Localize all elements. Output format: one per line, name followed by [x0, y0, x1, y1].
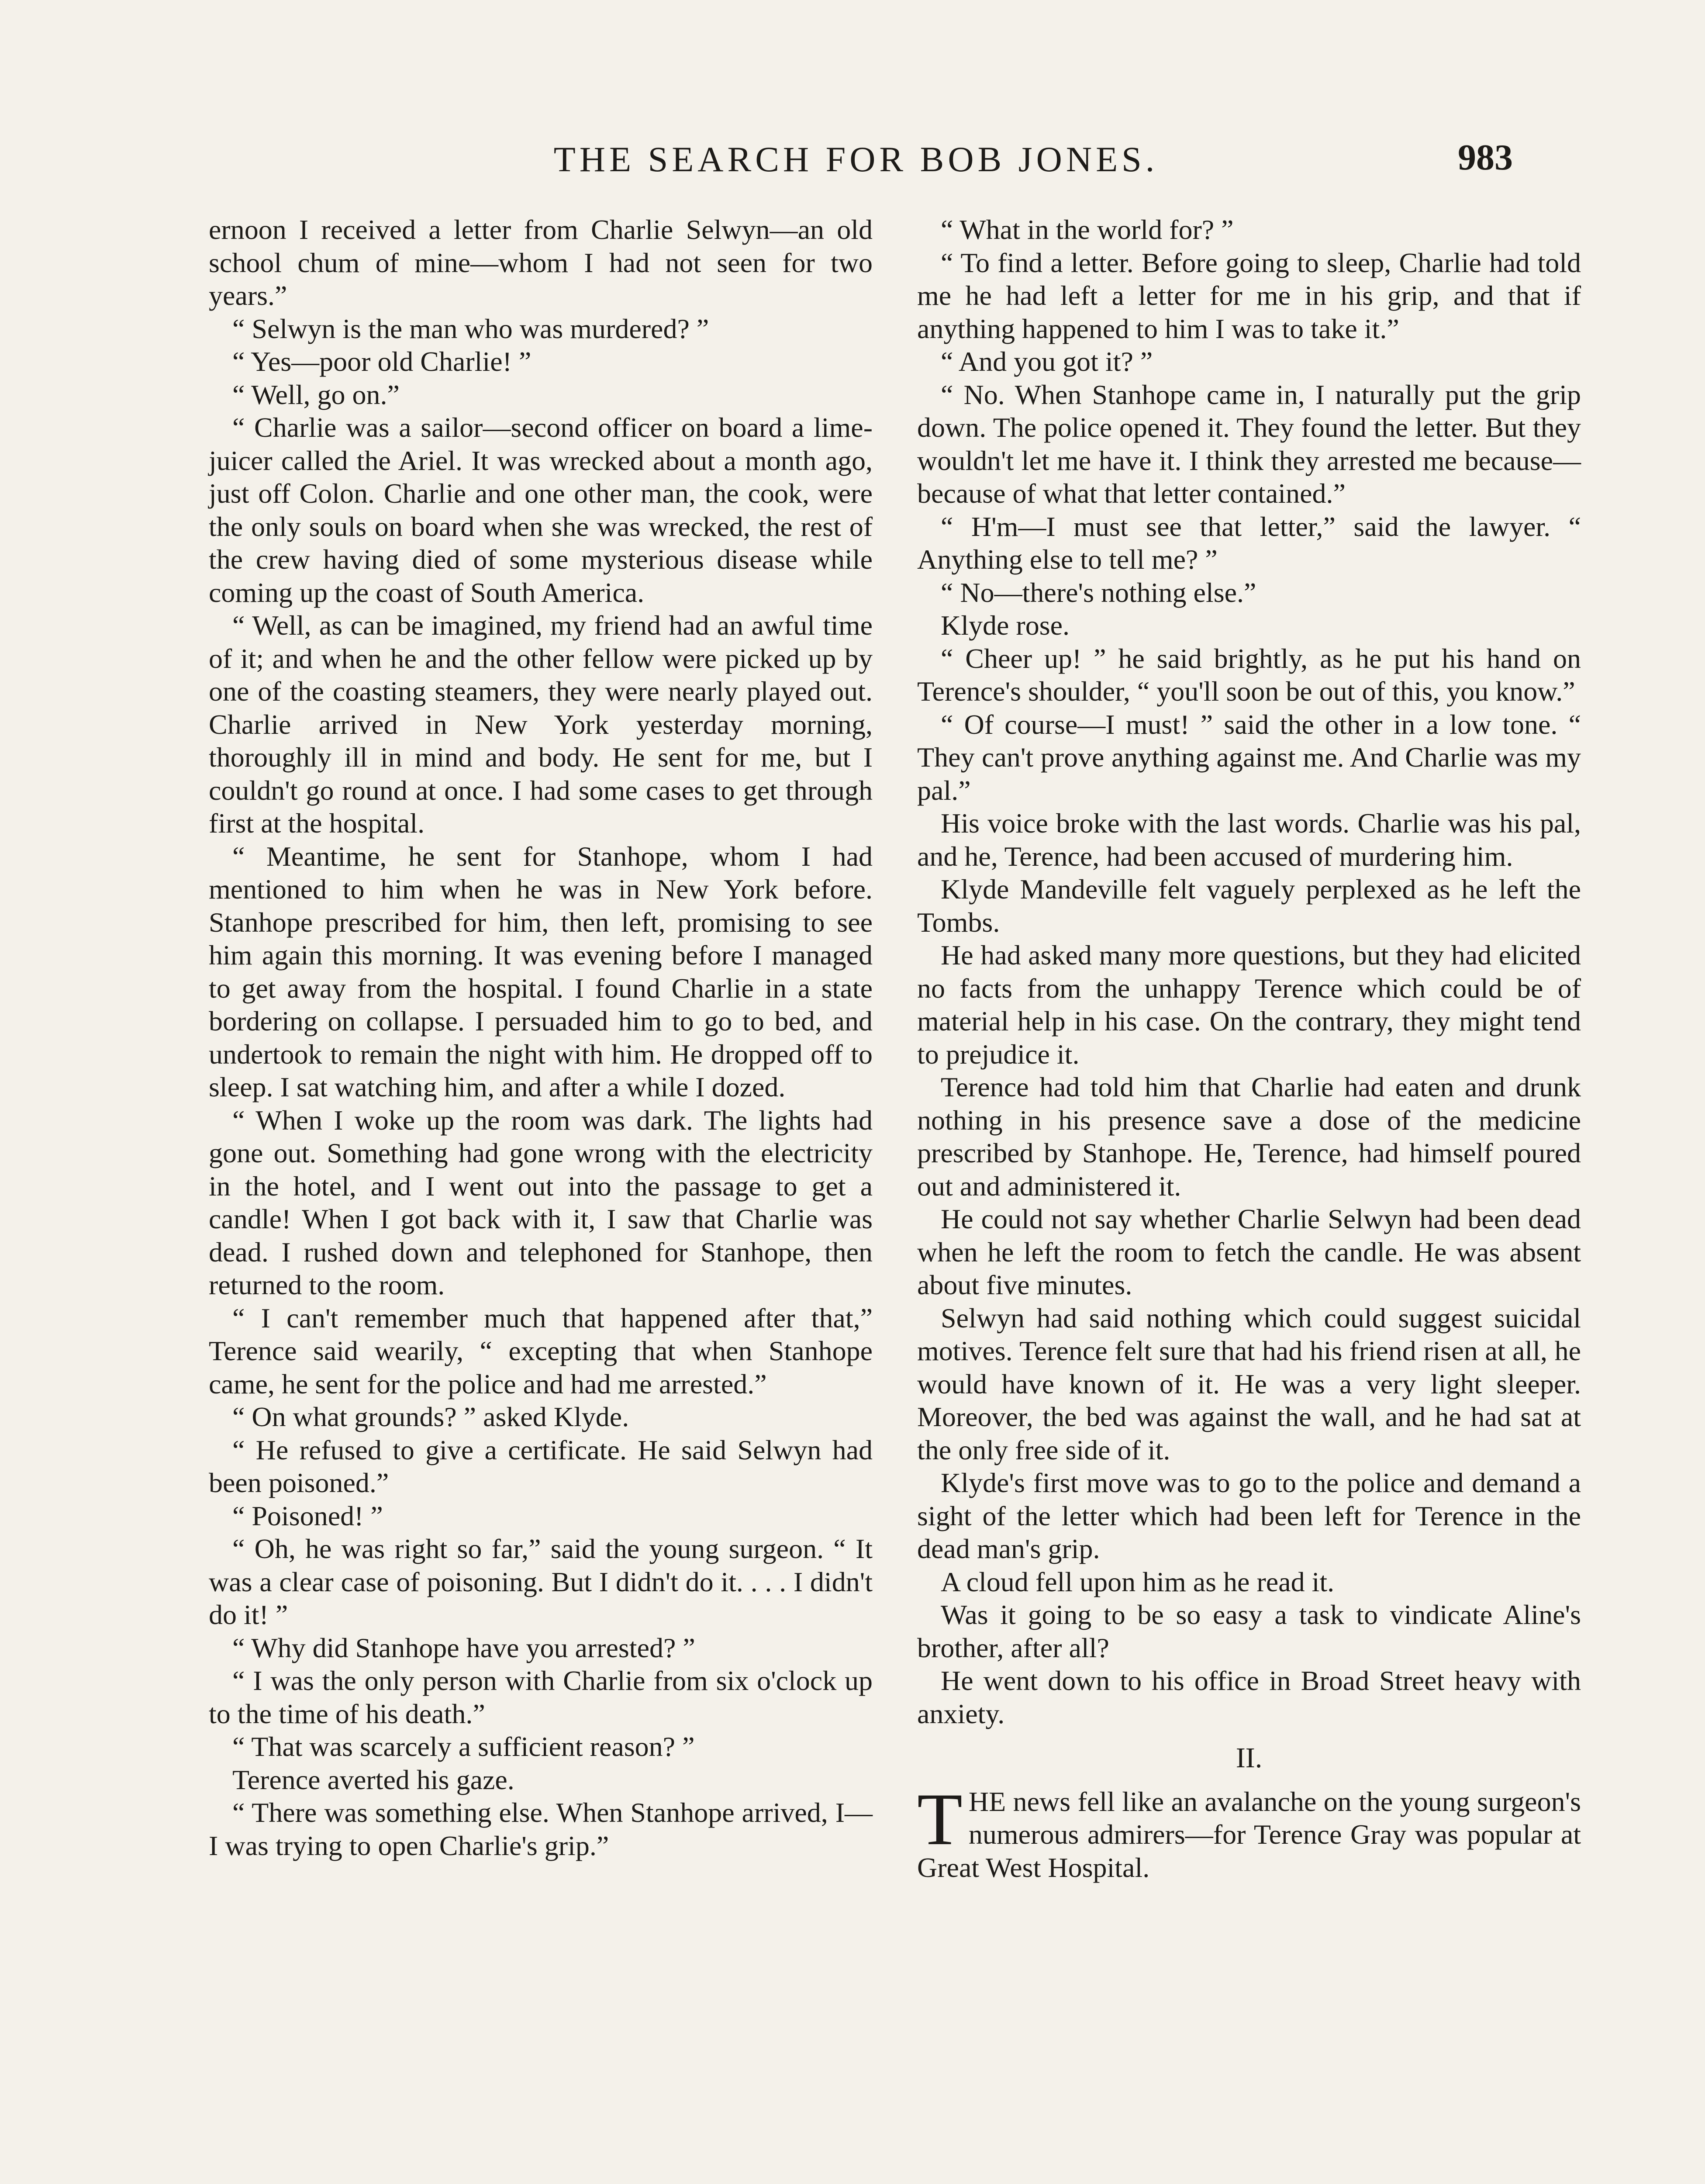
- page-number: 983: [1458, 137, 1513, 178]
- paragraph: “ Of course—I must! ” said the other in a low tone. “ They can't prove anything against me. And Charlie was my pal.”: [917, 708, 1581, 806]
- paragraph: ernoon I received a letter from Charlie Selwyn—an old school chum of mine—whom I had not seen for two years.”: [209, 214, 873, 311]
- section-opening-text: HE news fell like an avalanche on the young surgeon's numerous admirers—for Terence Gray was popular at Great West Hospital.: [917, 1786, 1581, 1883]
- paragraph: He went down to his office in Broad Street heavy with anxiety.: [917, 1665, 1581, 1729]
- paragraph: “ Cheer up! ” he said brightly, as he put his hand on Terence's shoulder, “ you'll soon be out of this, you know.”: [917, 643, 1581, 707]
- paragraph: “ And you got it? ”: [941, 346, 1153, 377]
- paragraph: Was it going to be so easy a task to vindicate Aline's brother, after all?: [917, 1599, 1581, 1663]
- paragraph: “ On what grounds? ” asked Klyde.: [232, 1401, 629, 1432]
- paragraph: “ What in the world for? ”: [941, 214, 1234, 245]
- paragraph: “ H'm—I must see that letter,” said the lawyer. “ Anything else to tell me? ”: [917, 511, 1581, 575]
- paragraph: “ No. When Stanhope came in, I naturally put the grip down. The police opened it. They found the letter. But they wouldn't let me have it. I think they arrested me because—because of what that letter contained.”: [917, 379, 1581, 509]
- paragraph: “ To find a letter. Before going to sleep, Charlie had told me he had left a letter for me in his grip, and that if anything happened to him I was to take it.”: [917, 247, 1581, 344]
- section-opening-paragraph: [917, 1778, 1581, 1884]
- paragraph: Terence averted his gaze.: [232, 1764, 514, 1795]
- paragraph: He could not say whether Charlie Selwyn had been dead when he left the room to fetch the candle. He was absent about five minutes.: [917, 1203, 1581, 1300]
- paragraph: “ Selwyn is the man who was murdered? ”: [232, 313, 709, 344]
- paragraph: “ Meantime, he sent for Stanhope, whom I had mentioned to him when he was in New York before. Stanhope prescribed for him, then left, promising to see him again this morning. It was evening before I managed to get away from the hospital. I found Charlie in a state bordering on collapse. I persuaded him to go to bed, and undertook to remain the night with him. He dropped off to sleep. I sat watching him, and after a while I dozed.: [209, 840, 873, 1102]
- paragraph: Klyde Mandeville felt vaguely perplexed as he left the Tombs.: [917, 874, 1581, 938]
- left-column: [209, 213, 873, 1862]
- paragraph: “ Well, go on.”: [232, 379, 400, 410]
- paragraph: “ Yes—poor old Charlie! ”: [232, 346, 532, 377]
- paragraph: Klyde rose.: [941, 610, 1070, 641]
- paragraph: “ Why did Stanhope have you arrested? ”: [232, 1632, 695, 1663]
- paragraph: “ That was scarcely a sufficient reason? ”: [232, 1731, 695, 1762]
- paragraph: Klyde's first move was to go to the police and demand a sight of the letter which had been left for Terence in the dead man's grip.: [917, 1467, 1581, 1564]
- paragraph: “ No—there's nothing else.”: [941, 577, 1256, 608]
- paragraph: His voice broke with the last words. Charlie was his pal, and he, Terence, had been accused of murdering him.: [917, 808, 1581, 872]
- paragraph: “ Poisoned! ”: [232, 1500, 383, 1531]
- right-column: [917, 213, 1581, 1884]
- paragraph: “ Well, as can be imagined, my friend had an awful time of it; and when he and the other fellow were picked up by one of the coasting steamers, they were nearly played out. Charlie arrived in New York yesterday morning, thoroughly ill in mind and body. He sent for me, but I couldn't go round at once. I had some cases to get through first at the hospital.: [209, 610, 873, 839]
- paragraph: Terence had told him that Charlie had eaten and drunk nothing in his presence save a dose of the medicine prescribed by Stanhope. He, Terence, had himself poured out and administered it.: [917, 1071, 1581, 1202]
- section-heading: II.: [1236, 1742, 1263, 1774]
- paragraph: “ I was the only person with Charlie from six o'clock up to the time of his death.”: [209, 1665, 873, 1729]
- paragraph: “ I can't remember much that happened after that,” Terence said wearily, “ excepting that when Stanhope came, he sent for the police and had me arrested.”: [209, 1302, 873, 1400]
- paragraph: “ Charlie was a sailor—second officer on board a lime-juicer called the Ariel. It was wrecked about a month ago, just off Colon. Charlie and one other man, the cook, were the only souls on board when she was wrecked, the rest of the crew having died of some mysterious disease while coming up the coast of South America.: [209, 412, 873, 608]
- paragraph: “ When I woke up the room was dark. The lights had gone out. Something had gone wrong with the electricity in the hotel, and I went out into the passage to get a candle! When I got back with it, I saw that Charlie was dead. I rushed down and telephoned for Stanhope, then returned to the room.: [209, 1104, 873, 1300]
- paragraph: He had asked many more questions, but they had elicited no facts from the unhappy Terence which could be of material help in his case. On the contrary, they might tend to prejudice it.: [917, 940, 1581, 1070]
- paragraph: “ Oh, he was right so far,” said the young surgeon. “ It was a clear case of poisoning. But I didn't do it. . . . I didn't do it! ”: [209, 1533, 873, 1630]
- running-head: THE SEARCH FOR BOB JONES.: [553, 139, 1159, 179]
- drop-cap: T: [917, 1778, 963, 1860]
- paragraph: A cloud fell upon him as he read it.: [941, 1566, 1335, 1597]
- paragraph: “ He refused to give a certificate. He said Selwyn had been poisoned.”: [209, 1434, 873, 1498]
- paragraph: “ There was something else. When Stanhope arrived, I—I was trying to open Charlie's grip.”: [209, 1797, 873, 1861]
- paragraph: Selwyn had said nothing which could suggest suicidal motives. Terence felt sure that had his friend risen at all, he would have known of it. He was a very light sleeper. Moreover, the bed was against the wall, and he had sat at the only free side of it.: [917, 1302, 1581, 1465]
